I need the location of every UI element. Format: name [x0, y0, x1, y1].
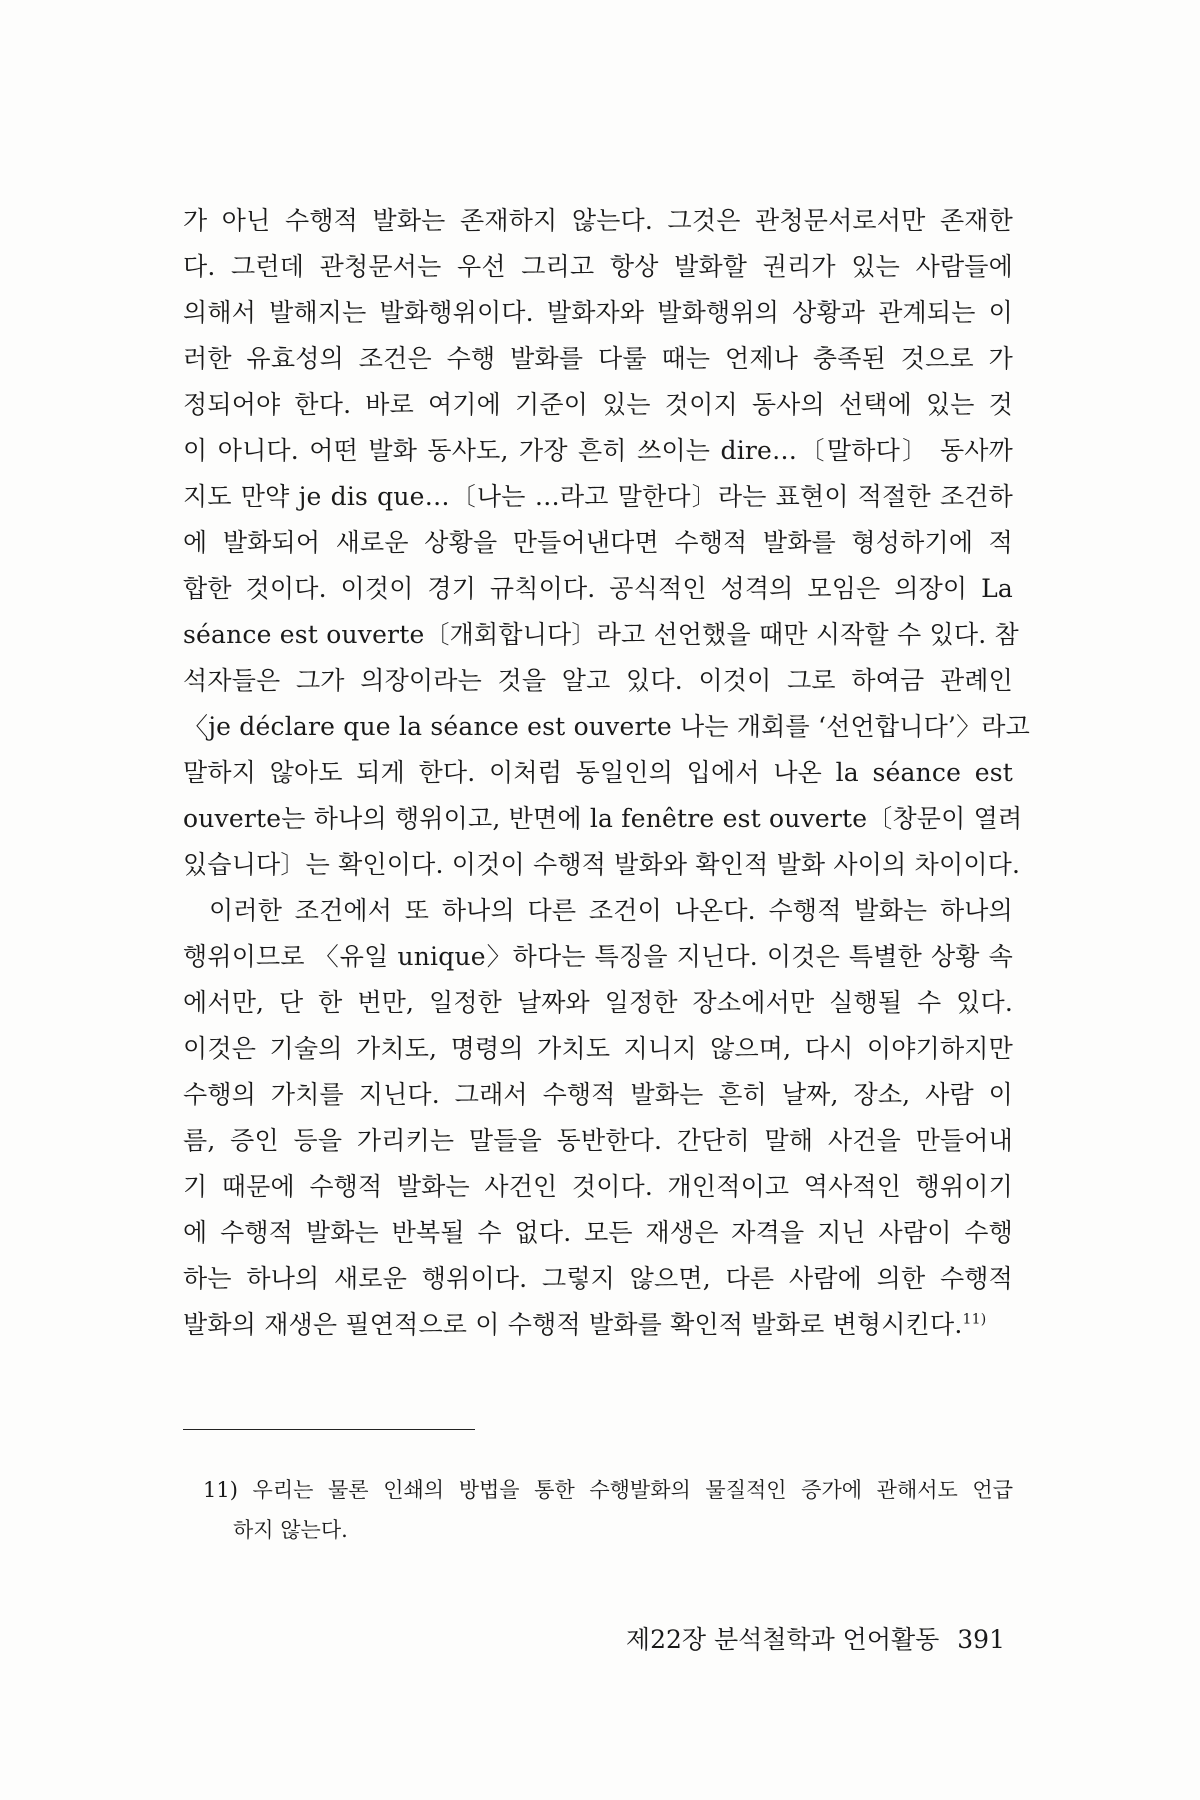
text-line: 합한 것이다. 이것이 경기 규칙이다. 공식적인 성격의 모임은 의장이 La — [183, 574, 1013, 603]
text-line: 〈je déclare que la séance est ouverte 나는 개회를 ‘선언합니다’〉라고 — [183, 712, 1030, 741]
text-line: 의해서 발해지는 발화행위이다. 발화자와 발화행위의 상황과 관계되는 이 — [183, 298, 1013, 327]
body-text — [183, 198, 1030, 1348]
text-line: 다. 그런데 관청문서는 우선 그리고 항상 발화할 권리가 있는 사람들에 — [183, 252, 1013, 281]
chapter-title: 제22장 분석철학과 언어활동 — [625, 1625, 940, 1654]
text-line: 기 때문에 수행적 발화는 사건인 것이다. 개인적이고 역사적인 행위이기 — [183, 1172, 1013, 1201]
text-line: 말하지 않아도 되게 한다. 이처럼 동일인의 입에서 나온 la séance est — [183, 758, 1013, 787]
text-line: 에 발화되어 새로운 상황을 만들어낸다면 수행적 발화를 형성하기에 적 — [183, 528, 1013, 557]
footnote — [203, 1470, 1013, 1550]
text-line: 석자들은 그가 의장이라는 것을 알고 있다. 이것이 그로 하여금 관례인 — [183, 666, 1013, 695]
text-line: 러한 유효성의 조건은 수행 발화를 다룰 때는 언제나 충족된 것으로 가 — [183, 344, 1013, 373]
footnote-line: 하지 않는다. — [233, 1518, 348, 1542]
text-line: 에 수행적 발화는 반복될 수 없다. 모든 재생은 자격을 지닌 사람이 수행 — [183, 1218, 1013, 1247]
text-line-last — [183, 1302, 1013, 1348]
text-line: 에서만, 단 한 번만, 일정한 날짜와 일정한 장소에서만 실행될 수 있다. — [183, 988, 1013, 1017]
text-line-content: 발화의 재생은 필연적으로 이 수행적 발화를 확인적 발화로 변형시킨다. — [183, 1310, 963, 1339]
text-line: 가 아닌 수행적 발화는 존재하지 않는다. 그것은 관청문서로서만 존재한 — [183, 206, 1013, 235]
page-number: 391 — [957, 1625, 1005, 1654]
text-line: 이것은 기술의 가치도, 명령의 가치도 지니지 않으며, 다시 이야기하지만 — [183, 1034, 1013, 1063]
footnote-divider — [183, 1429, 475, 1430]
text-line: ouverte는 하나의 행위이고, 반면에 la fenêtre est ouverte〔창문이 열려 — [183, 804, 1023, 833]
text-line: 수행의 가치를 지닌다. 그래서 수행적 발화는 흔히 날짜, 장소, 사람 이 — [183, 1080, 1013, 1109]
text-line: séance est ouverte〔개회합니다〕라고 선언했을 때만 시작할 수 있다. 참 — [183, 620, 1019, 649]
text-line: 이 아니다. 어떤 발화 동사도, 가장 흔히 쓰이는 dire…〔말하다〕 동사까 — [183, 436, 1013, 465]
text-line: 지도 만약 je dis que…〔나는 …라고 말한다〕라는 표현이 적절한 조건하 — [183, 482, 1013, 511]
text-line: 있습니다〕는 확인이다. 이것이 수행적 발화와 확인적 발화 사이의 차이이다. — [183, 850, 1021, 879]
footnote-reference[interactable]: 11) — [962, 1311, 987, 1328]
text-line: 행위이므로 〈유일 unique〉하다는 특징을 지닌다. 이것은 특별한 상황 속 — [183, 942, 1013, 971]
running-footer — [626, 1620, 1005, 1660]
text-line: 하는 하나의 새로운 행위이다. 그렇지 않으면, 다른 사람에 의한 수행적 — [183, 1264, 1013, 1293]
text-line: 름, 증인 등을 가리키는 말들을 동반한다. 간단히 말해 사건을 만들어내 — [183, 1126, 1013, 1155]
footnote-line: 11) 우리는 물론 인쇄의 방법을 통한 수행발화의 물질적인 증가에 관해서도 언급 — [203, 1478, 1013, 1502]
text-line: 정되어야 한다. 바로 여기에 기준이 있는 것이지 동사의 선택에 있는 것 — [183, 390, 1013, 419]
paragraph-start-line: 이러한 조건에서 또 하나의 다른 조건이 나온다. 수행적 발화는 하나의 — [209, 896, 1013, 925]
